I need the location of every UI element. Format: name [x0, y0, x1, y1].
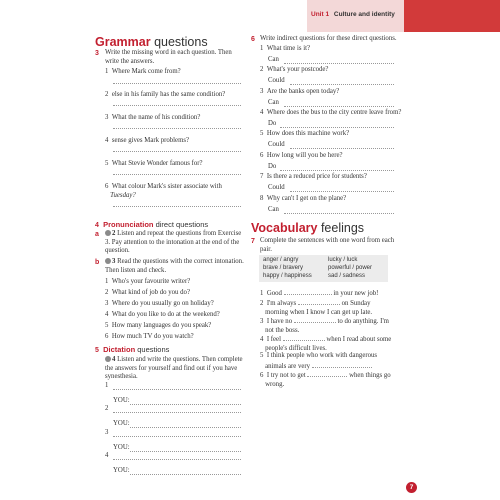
- indirect-item-8: 8 Why can't I get on the plane?: [260, 195, 347, 202]
- vocab-item-3: 3 I have no to do anything. I'm not the boss.: [260, 318, 389, 334]
- grammar-heading: Grammar questions: [95, 35, 208, 49]
- blank[interactable]: [284, 288, 332, 295]
- ex3-item-1: 1 Where Mark come from?: [105, 68, 181, 75]
- vocab-item-4: 4 I feel when I read about some people's difficult lives.: [260, 336, 392, 352]
- word-pair: powerful / power: [328, 265, 373, 271]
- answer-line[interactable]: [113, 105, 241, 106]
- you-label: YOU:: [113, 420, 130, 427]
- answer-line[interactable]: [280, 127, 394, 128]
- answer-line[interactable]: [113, 206, 241, 207]
- answer-line[interactable]: [130, 404, 241, 405]
- dictation-heading: 5 Dictation questions: [95, 345, 170, 354]
- pron-item-1: 1 Who's your favourite writer?: [105, 278, 191, 285]
- answer-line[interactable]: [130, 451, 241, 452]
- indirect-lead: Could: [268, 184, 285, 191]
- indirect-lead: Could: [268, 141, 285, 148]
- indirect-lead: Do: [268, 163, 277, 170]
- ex3-item-4: 4 sense gives Mark problems?: [105, 137, 190, 144]
- indirect-item-7: 7 Is there a reduced price for students?: [260, 173, 367, 180]
- exercise-7-number: 7: [251, 238, 255, 245]
- word-pair: lucky / luck: [328, 257, 358, 263]
- exercise-6-instruction: Write indirect questions for these direct questions.: [260, 35, 397, 42]
- blank[interactable]: [307, 370, 347, 377]
- dictation-instruction: 4 Listen and write the questions. Then complete the answers for yourself and find out if you have synesthesia.: [105, 356, 243, 381]
- unit-label: Unit 1: [311, 11, 330, 18]
- word-pair: happy / happiness: [263, 273, 312, 279]
- indirect-item-1: 1 What time is it?: [260, 45, 311, 52]
- answer-line[interactable]: [113, 412, 241, 413]
- answer-line[interactable]: [113, 389, 241, 390]
- indirect-item-4: 4 Where does the bus to the city centre leave from?: [260, 109, 402, 116]
- exercise-3-instruction: Write the missing word in each question. Then write the answers.: [105, 49, 232, 65]
- exercise-3-number: 3: [95, 50, 99, 57]
- indirect-lead: Can: [268, 56, 279, 63]
- answer-line[interactable]: [130, 474, 241, 475]
- indirect-lead: Can: [268, 206, 279, 213]
- answer-line[interactable]: [290, 84, 394, 85]
- you-label: YOU:: [113, 467, 130, 474]
- ex3-item-2: 2 else in his family has the same condition?: [105, 91, 226, 98]
- word-pair: anger / angry: [263, 257, 299, 263]
- answer-line[interactable]: [280, 170, 394, 171]
- answer-line[interactable]: [113, 83, 241, 84]
- ex3-item-6: 6 What colour Mark's sister associate with Tuesday?: [105, 183, 222, 199]
- blank[interactable]: [283, 334, 325, 341]
- you-label: YOU:: [113, 444, 130, 451]
- blank[interactable]: [312, 361, 372, 368]
- part-b-label: b: [95, 259, 100, 266]
- ex3-item-3: 3 What the name of his condition?: [105, 114, 201, 121]
- page-number: 7: [406, 482, 417, 493]
- part-b-instruction: 3 Read the questions with the correct intonation. Then listen and check.: [105, 258, 244, 274]
- indirect-item-6: 6 How long will you be here?: [260, 152, 343, 159]
- you-label: YOU:: [113, 397, 130, 404]
- unit-title: Culture and identity: [333, 11, 395, 18]
- indirect-lead: Can: [268, 99, 279, 106]
- indirect-item-5: 5 How does this machine work?: [260, 130, 350, 137]
- audio-icon[interactable]: [105, 356, 111, 362]
- header-title: [311, 11, 395, 18]
- answer-line[interactable]: [290, 148, 394, 149]
- pron-item-6: 6 How much TV do you watch?: [105, 333, 194, 340]
- ex3-item-5: 5 What Stevie Wonder famous for?: [105, 160, 203, 167]
- vocab-item-6: 6 I try not to get when things go wrong.: [260, 372, 391, 388]
- exercise-6-number: 6: [251, 36, 255, 43]
- answer-line[interactable]: [130, 427, 241, 428]
- word-pair: sad / sadness: [328, 273, 366, 279]
- part-a-label: a: [95, 231, 99, 238]
- vocabulary-heading: Vocabulary feelings: [251, 221, 365, 235]
- answer-line[interactable]: [113, 151, 241, 152]
- header-accent: [404, 0, 500, 32]
- vocab-item-5: 5 I think people who work with dangerous animals are very: [260, 352, 378, 370]
- indirect-item-2: 2 What's your postcode?: [260, 66, 329, 73]
- dictation-item-3: 3: [105, 429, 109, 436]
- indirect-lead: Do: [268, 120, 277, 127]
- part-a-instruction: 2 Listen and repeat the questions from Exercise 3. Pay attention to the intonation at the end of the question.: [105, 230, 242, 255]
- answer-line[interactable]: [113, 436, 241, 437]
- blank[interactable]: [298, 298, 340, 305]
- answer-line[interactable]: [284, 106, 394, 107]
- answer-line[interactable]: [113, 459, 241, 460]
- pron-item-4: 4 What do you like to do at the weekend?: [105, 311, 220, 318]
- dictation-item-4: 4: [105, 452, 109, 459]
- answer-line[interactable]: [290, 191, 394, 192]
- indirect-item-3: 3 Are the banks open today?: [260, 88, 340, 95]
- answer-line[interactable]: [113, 128, 241, 129]
- dictation-item-2: 2: [105, 405, 109, 412]
- indirect-lead: Could: [268, 77, 285, 84]
- answer-line[interactable]: [284, 213, 394, 214]
- vocab-item-2: 2 I'm always on Sunday morning when I know I can get up late.: [260, 300, 373, 316]
- audio-icon[interactable]: [105, 230, 111, 236]
- pronunciation-heading: 4 Pronunciation direct questions: [95, 220, 209, 229]
- answer-line[interactable]: [113, 174, 241, 175]
- blank[interactable]: [294, 316, 336, 323]
- pron-item-2: 2 What kind of job do you do?: [105, 289, 190, 296]
- dictation-item-1: 1: [105, 382, 109, 389]
- word-pair: brave / bravery: [263, 265, 304, 271]
- answer-line[interactable]: [284, 63, 394, 64]
- vocab-item-1: 1 Good in your new job!: [260, 290, 379, 297]
- pron-item-5: 5 How many languages do you speak?: [105, 322, 212, 329]
- pron-item-3: 3 Where do you usually go on holiday?: [105, 300, 214, 307]
- audio-icon[interactable]: [105, 258, 111, 264]
- exercise-7-instruction: Complete the sentences with one word from each pair.: [260, 237, 395, 253]
